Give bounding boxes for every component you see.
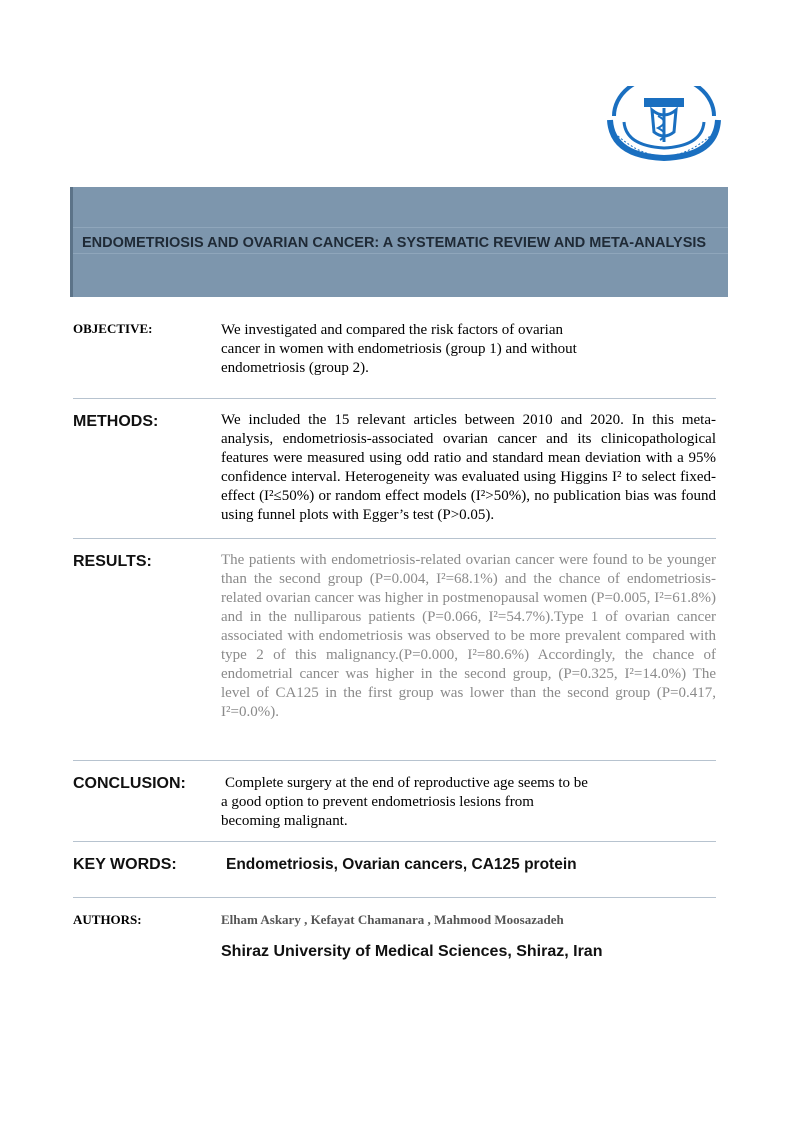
- section-divider: [73, 760, 716, 761]
- methods-text: We included the 15 relevant articles between 2010 and 2020. In this meta-analysis, endometriosis-associated ovarian cancer and its clinicopathological features were measured using odd ratio and standard mean deviation with a 95% confidence interval. Heterogeneity was evaluated using Higgins I² to select fixed-effect (I²≤50%) or random effect models (I²>50%), no publication bias was found using funnel plots with Egger’s test (P>0.05).: [221, 412, 716, 523]
- keywords-text: Endometriosis, Ovarian cancers, CA125 protein: [226, 856, 577, 873]
- authors-text: Elham Askary , Kefayat Chamanara , Mahmood Moosazadeh: [221, 912, 564, 927]
- conclusion-text: [221, 774, 588, 831]
- objective-text: [221, 321, 577, 378]
- objective-label: OBJECTIVE:: [73, 321, 153, 336]
- authors-label: AUTHORS:: [73, 912, 142, 927]
- banner-divider: [73, 227, 728, 228]
- results-label: RESULTS:: [73, 553, 152, 570]
- objective-line: endometriosis (group 2).: [221, 360, 369, 376]
- section-divider: [73, 897, 716, 898]
- keywords-label: KEY WORDS:: [73, 856, 177, 873]
- conclusion-line: becoming malignant.: [221, 813, 348, 829]
- page-title: ENDOMETRIOSIS AND OVARIAN CANCER: A SYSTEMATIC REVIEW AND META-ANALYSIS: [82, 235, 707, 251]
- affiliation-text: Shiraz University of Medical Sciences, Shiraz, Iran: [221, 943, 603, 960]
- conclusion-line: Complete surgery at the end of reproductive age seems to be: [225, 775, 588, 791]
- section-divider: [73, 538, 716, 539]
- section-divider: [73, 841, 716, 842]
- conclusion-line: a good option to prevent endometriosis lesions from: [221, 794, 534, 810]
- objective-line: cancer in women with endometriosis (group 1) and without: [221, 341, 577, 357]
- university-logo: [600, 86, 728, 162]
- objective-line: We investigated and compared the risk factors of ovarian: [221, 322, 563, 338]
- results-text: The patients with endometriosis-related ovarian cancer were found to be younger than the second group (P=0.004, I²=68.1%) and the chance of endometriosis-related ovarian cancer was higher in postmenopausal women (P=0.005, I²=61.8%) and in the nulliparous patients (P=0.066, I²=54.7%).Type 1 of ovarian cancer associated with endometriosis was observed to be more prevalent compared with type 2 of this malignancy.(P=0.000, I²=80.6%) Accordingly, the chance of endometrial cancer was higher in the second group, (P=0.325, I²=14.0%) The level of CA125 in the first group was lower than the second group (P=0.417, I²=0.0%).: [221, 552, 716, 720]
- section-divider: [73, 398, 716, 399]
- methods-label: METHODS:: [73, 413, 159, 430]
- conclusion-label: CONCLUSION:: [73, 775, 186, 792]
